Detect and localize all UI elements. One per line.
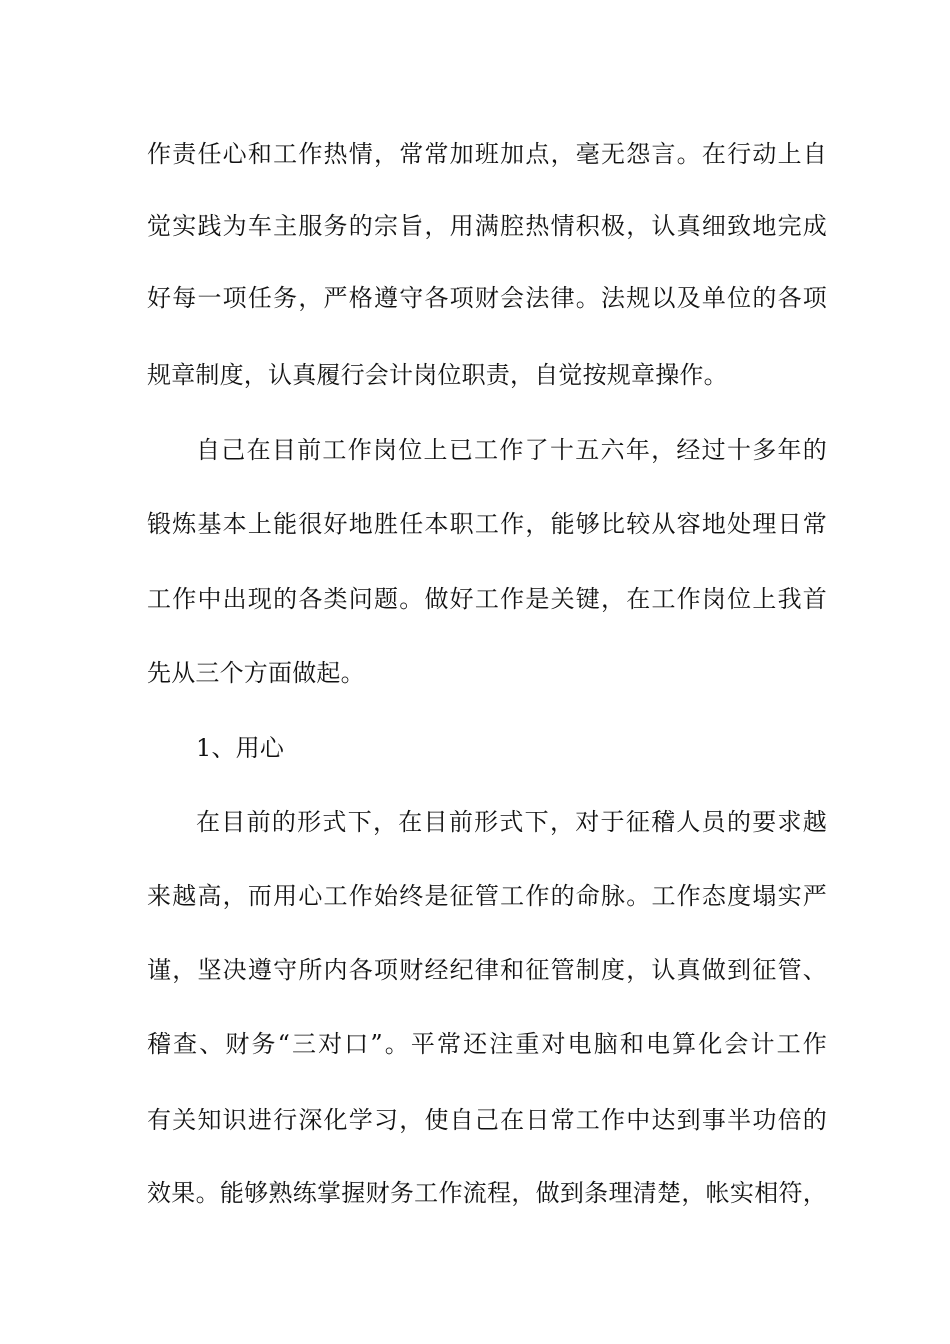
text-line: 稽查、财务“三对口”。平常还注重对电脑和电算化会计工作 [147, 1030, 827, 1058]
paragraph-start-line: 自己在目前工作岗位上已工作了十五六年，经过十多年的 [196, 436, 827, 464]
paragraph-start-line: 在目前的形式下，在目前形式下，对于征稽人员的要求越 [196, 808, 827, 836]
section-heading: 1、用心 [196, 734, 285, 762]
text-line: 觉实践为车主服务的宗旨，用满腔热情积极，认真细致地完成 [147, 212, 827, 240]
text-line: 工作中出现的各类问题。做好工作是关键，在工作岗位上我首 [147, 585, 827, 613]
text-line: 谨，坚决遵守所内各项财经纪律和征管制度，认真做到征管、 [147, 956, 827, 984]
text-line: 规章制度，认真履行会计岗位职责，自觉按规章操作。 [147, 361, 728, 389]
text-line: 效果。能够熟练掌握财务工作流程，做到条理清楚，帐实相符， [147, 1179, 827, 1207]
text-line: 锻炼基本上能很好地胜任本职工作，能够比较从容地处理日常 [147, 510, 827, 538]
text-line: 先从三个方面做起。 [147, 659, 365, 687]
text-line: 作责任心和工作热情，常常加班加点，毫无怨言。在行动上自 [147, 140, 827, 168]
text-line: 有关知识进行深化学习，使自己在日常工作中达到事半功倍的 [147, 1106, 827, 1134]
text-line: 来越高，而用心工作始终是征管工作的命脉。工作态度塌实严 [147, 882, 827, 910]
text-line: 好每一项任务，严格遵守各项财会法律。法规以及单位的各项 [147, 284, 827, 312]
